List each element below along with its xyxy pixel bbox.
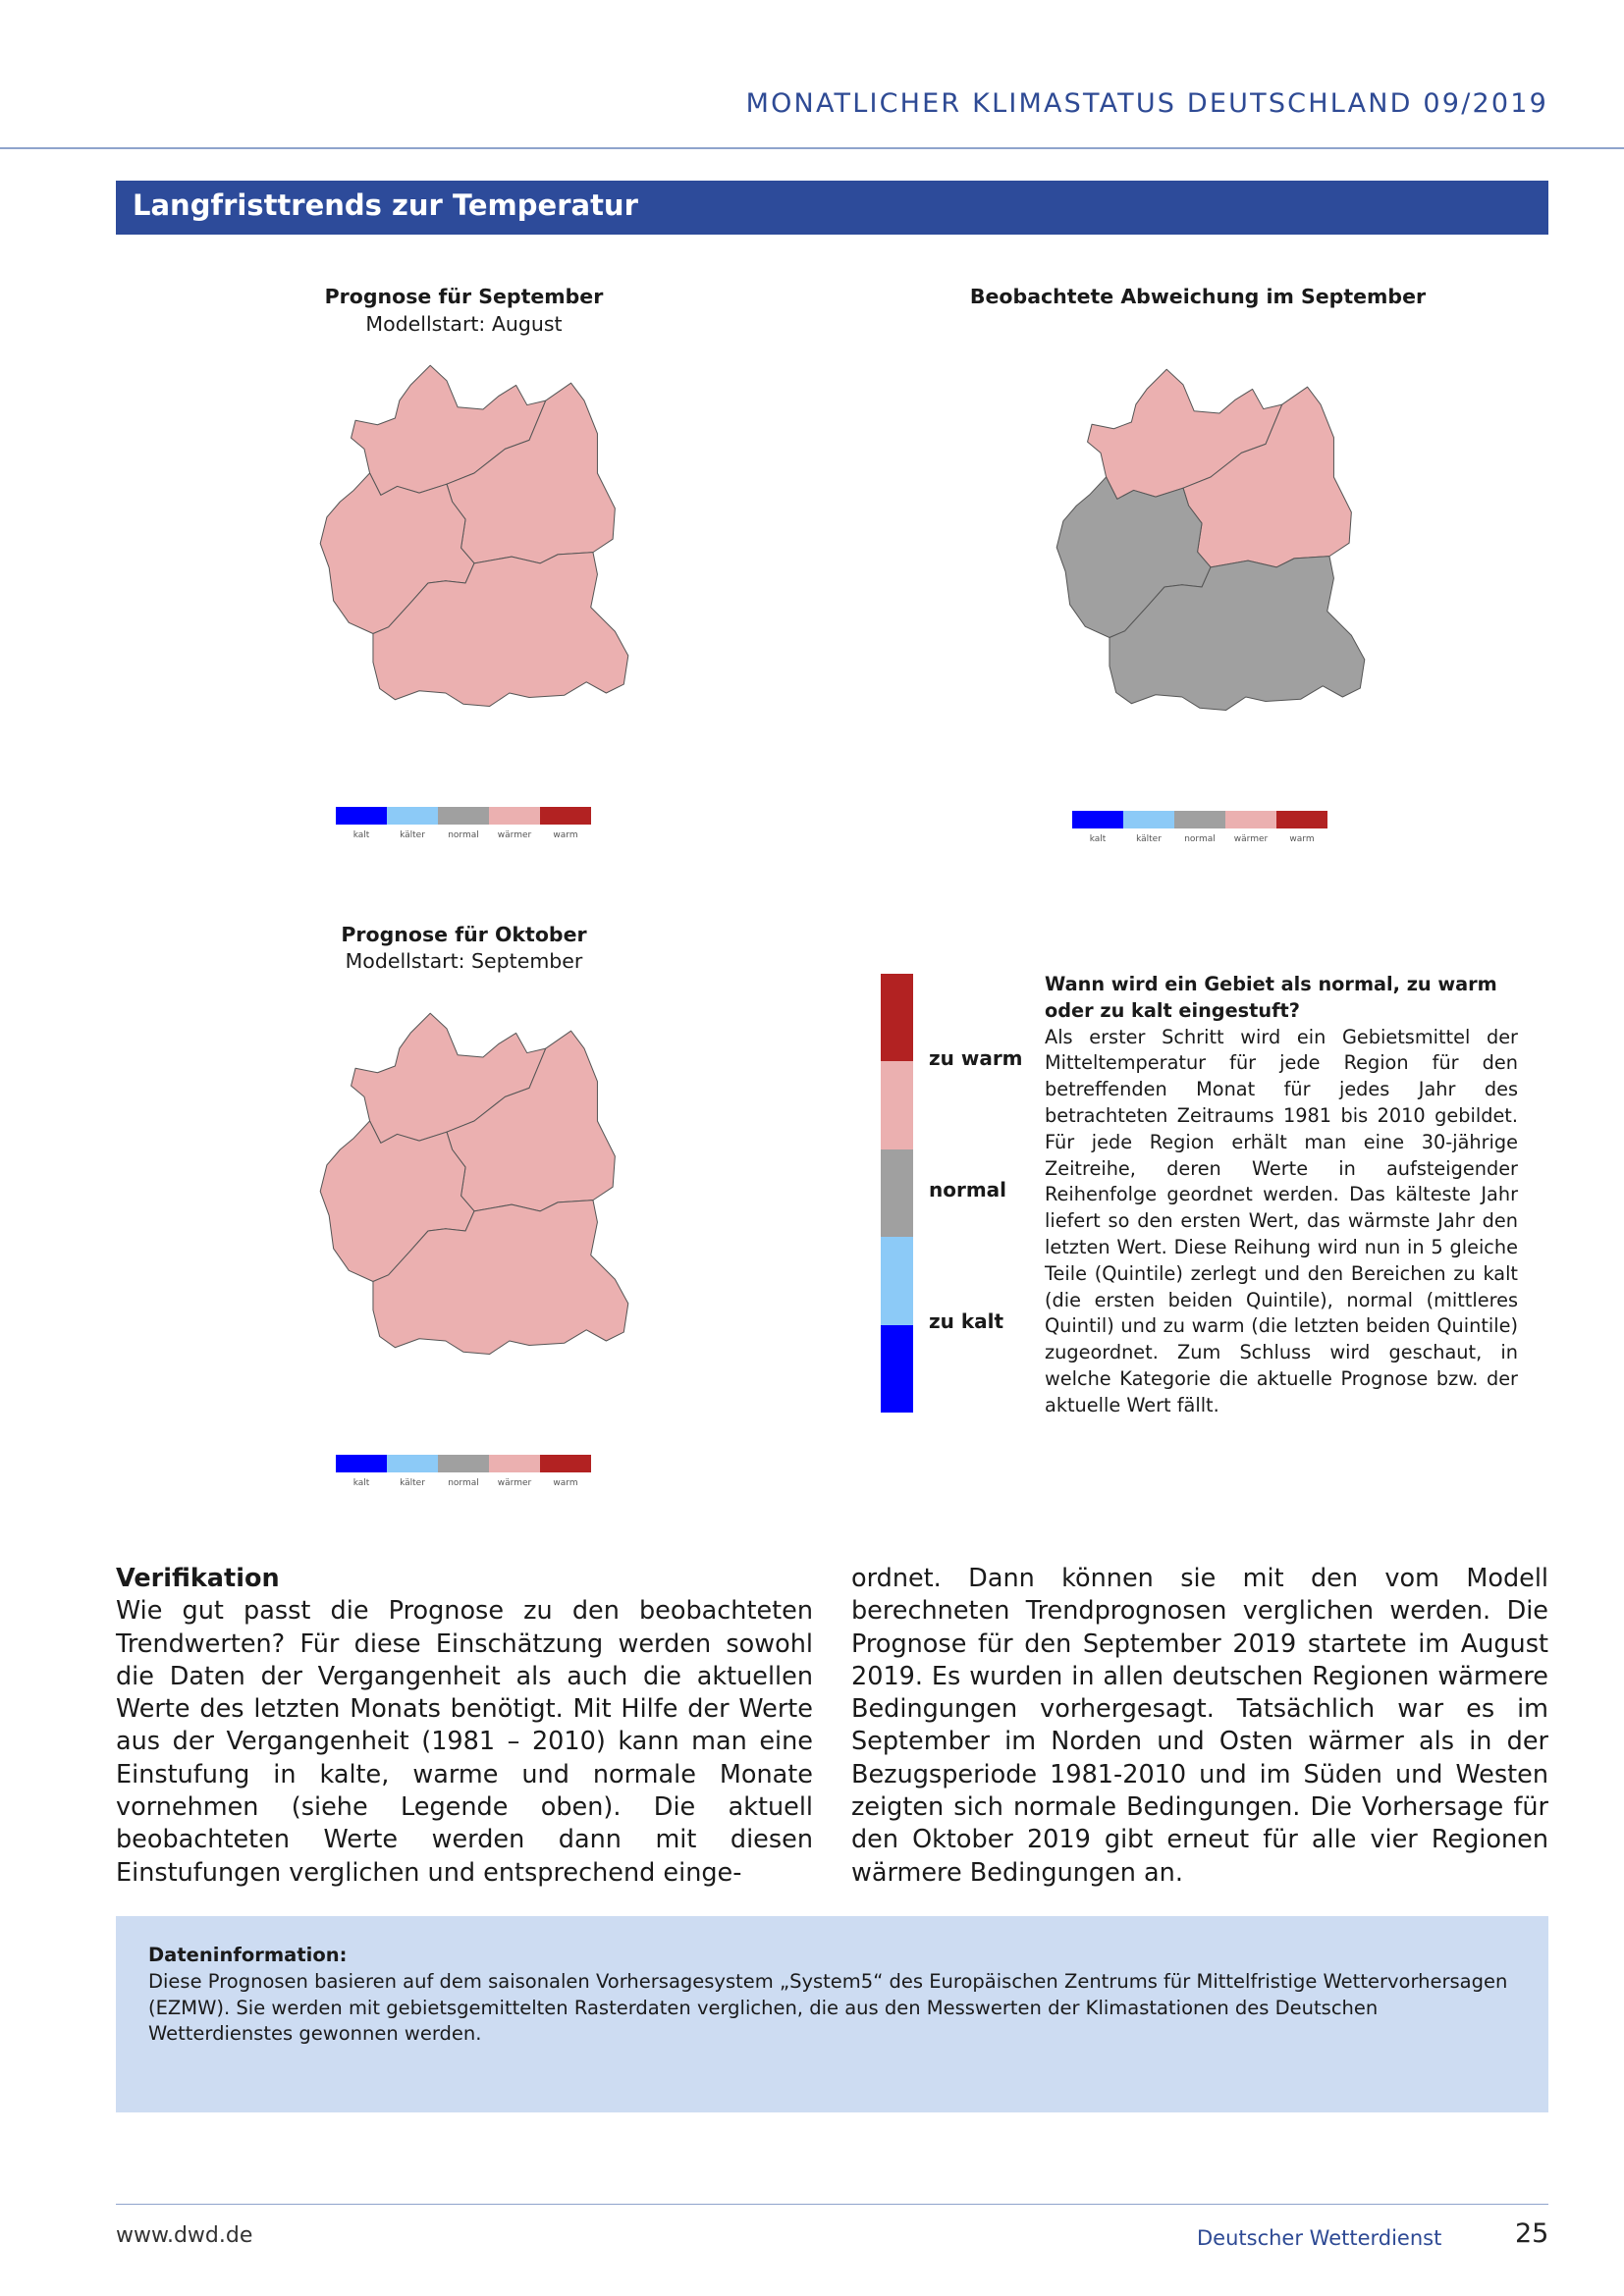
verification-text-left: Wie gut passt die Prognose zu den beobachteten Trendwerten? Für diese Einschätzung werden sowohl die Daten der Vergangenheit als auch die aktuellen Werte des letzten Monats benötigt. Mit Hilfe der Werte aus der Vergangenheit (1981 – 2010) kann man eine Einstufung in kalte, warme und normale Monate vornehmen (siehe Legende oben). Die aktuell beobachteten Werte werden dann mit diesen Einstufungen verglichen und entsprechend einge- — [116, 1596, 813, 1888]
legend-swatch-normal — [1174, 811, 1225, 828]
explanation-box — [1045, 972, 1518, 1419]
data-info-text: Diese Prognosen basieren auf dem saisonalen Vorhersagesystem „System5“ des Europäischen Zentrums für Mittelfristige Wettervorhersagen (EZMW). Sie werden mit gebietsgemittelten Rasterdaten verglichen, die aus den Messwerten der Klimastationen des Deutschen Wetterdienstes gewonnen werden. — [148, 1970, 1508, 2045]
footer-rule — [116, 2204, 1548, 2205]
page-number: 25 — [1515, 2218, 1549, 2249]
category-label-zu-kalt: zu kalt — [929, 1309, 1004, 1333]
legend-label-warm: warm — [553, 830, 578, 840]
map-2-germany — [1026, 357, 1380, 750]
legend-swatch-waermer — [1225, 811, 1276, 828]
section-heading-bar — [116, 181, 1548, 235]
map-1-germany — [290, 353, 643, 746]
legend-label-kalt: kalt — [352, 830, 370, 840]
legend-label-kaelter: kälter — [400, 830, 425, 840]
map-1-legend — [336, 807, 593, 846]
data-info-title: Dateninformation: — [148, 1944, 348, 1966]
footer-organization: Deutscher Wetterdienst — [1197, 2226, 1442, 2250]
verification-left-column — [116, 1563, 813, 1890]
running-header: MONATLICHER KLIMASTATUS DEUTSCHLAND 09/2019 — [745, 88, 1548, 119]
category-waermer-swatch — [881, 1061, 913, 1148]
map-2-title: Beobachtete Abweichung im September — [969, 285, 1427, 308]
legend-label-waermer: wärmer — [1233, 834, 1269, 844]
legend-label-normal: normal — [448, 1478, 479, 1488]
legend-label-warm: warm — [553, 1478, 578, 1488]
explanation-title: Wann wird ein Gebiet als normal, zu warm oder zu kalt eingestuft? — [1045, 973, 1497, 1022]
category-label-normal: normal — [929, 1178, 1007, 1201]
legend-swatch-waermer — [489, 807, 540, 825]
map-1-subtitle: Modellstart: August — [365, 312, 563, 336]
map-3-legend — [336, 1455, 593, 1494]
category-color-bar — [881, 974, 913, 1413]
data-info-box — [116, 1916, 1548, 2112]
category-kalt-swatch — [881, 1325, 913, 1413]
footer-url-link[interactable]: www.dwd.de — [116, 2223, 253, 2248]
legend-swatch-kalt — [1072, 811, 1123, 828]
category-label-zu-warm: zu warm — [929, 1046, 1023, 1070]
map-2-legend — [1072, 811, 1329, 850]
map-3-subtitle: Modellstart: September — [345, 949, 583, 973]
legend-swatch-kaelter — [1123, 811, 1174, 828]
legend-label-normal: normal — [448, 830, 479, 840]
category-warm-swatch — [881, 974, 913, 1061]
legend-label-kaelter: kälter — [1136, 834, 1162, 844]
category-normal-swatch — [881, 1149, 913, 1237]
legend-label-kalt: kalt — [352, 1478, 370, 1488]
category-kaelter-swatch — [881, 1237, 913, 1324]
legend-swatch-warm — [540, 807, 591, 825]
legend-label-waermer: wärmer — [497, 830, 532, 840]
legend-swatch-waermer — [489, 1455, 540, 1472]
map-3-germany — [290, 1001, 643, 1394]
header-rule — [0, 147, 1624, 149]
legend-label-waermer: wärmer — [497, 1478, 532, 1488]
section-title: Langfristtrends zur Temperatur — [133, 188, 638, 222]
legend-swatch-kaelter — [387, 807, 438, 825]
legend-swatch-kalt — [336, 807, 387, 825]
map-3-title: Prognose für Oktober — [341, 923, 587, 946]
legend-swatch-kaelter — [387, 1455, 438, 1472]
legend-swatch-warm — [540, 1455, 591, 1472]
map-1-title: Prognose für September — [324, 285, 604, 308]
legend-swatch-kalt — [336, 1455, 387, 1472]
verification-right-column — [851, 1563, 1548, 1890]
explanation-text: Als erster Schritt wird ein Gebietsmittel der Mitteltemperatur für jede Region für den betreffenden Monat für jedes Jahr des betrachteten Zeitraums 1981 bis 2010 gebildet. Für jede Region erhält man eine 30-jährige Zeitreihe, deren Werte in aufsteigender Reihenfolge geordnet werden. Das kälteste Jahr liefert so den ersten Wert, das wärmste Jahr den letzten Wert. Diese Reihung wird nun in 5 gleiche Teile (Quintile) zerlegt und den Bereichen zu kalt (die ersten beiden Quintile), normal (mittleres Quintil) und zu warm (die letzten beiden Quintile) zugeordnet. Zum Schluss wird geschaut, in welche Kategorie die aktuelle Prognose bzw. der aktuelle Wert fällt. — [1045, 1025, 1518, 1416]
legend-label-warm: warm — [1289, 834, 1315, 844]
legend-swatch-normal — [438, 807, 489, 825]
legend-label-normal: normal — [1184, 834, 1216, 844]
verification-text-right: ordnet. Dann können sie mit den vom Modell berechneten Trendprognosen verglichen werden. Die Prognose für den September 2019 startete im August 2019. Es wurden in allen deutschen Regionen wärmere Bedingungen vorhergesagt. Tatsächlich war es im September im Norden und Osten wärmer als in der Bezugsperiode 1981-2010 und im Süden und Westen zeigten sich normale Bedingungen. Die Vorhersage für den Oktober 2019 gibt erneut für alle vier Regionen wärmere Bedingungen an. — [851, 1564, 1548, 1888]
legend-label-kalt: kalt — [1089, 834, 1107, 844]
verification-title: Verifikation — [116, 1564, 280, 1593]
legend-swatch-warm — [1276, 811, 1327, 828]
legend-swatch-normal — [438, 1455, 489, 1472]
legend-label-kaelter: kälter — [400, 1478, 425, 1488]
